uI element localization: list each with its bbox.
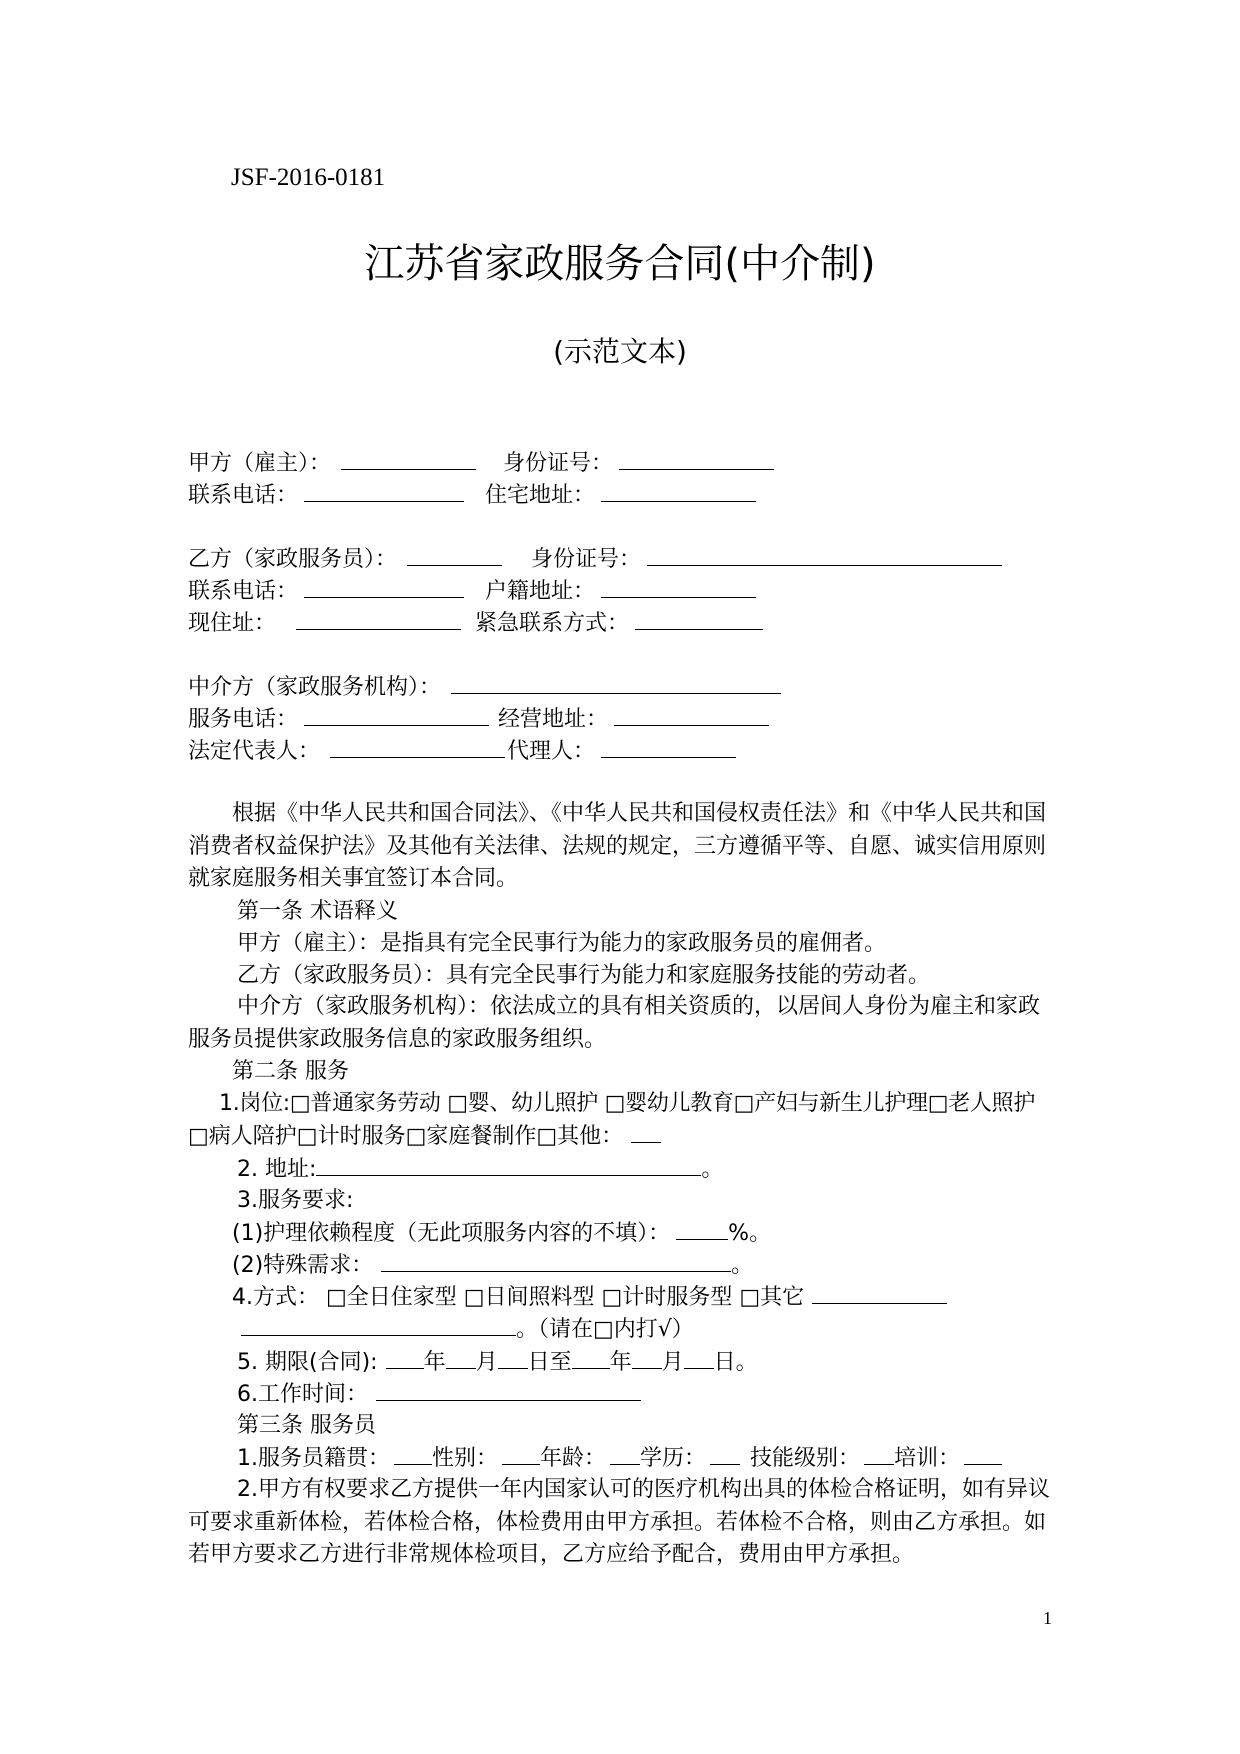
origin-label: 1.服务员籍贯： [237, 1446, 390, 1471]
agency-agent-blank[interactable] [601, 735, 736, 758]
article-2-post-line2-text: □病人陪护□计时服务□家庭餐制作□其他： [188, 1124, 624, 1149]
article-1-clause-c: 中介方（家政服务机构）：依法成立的具有相关资质的，以居间人身份为雇主和家政服务员提供家政服务信息的家政服务组织。 [188, 994, 1041, 1052]
document-code: JSF-2016-0181 [231, 164, 386, 191]
party-a-address-field [485, 479, 756, 512]
term-end-label: 日。 [713, 1350, 758, 1375]
party-b-hukou-field [485, 575, 756, 608]
skill-level-label: 技能级别： [750, 1446, 861, 1471]
page-number: 1 [1043, 1608, 1052, 1628]
article-2-special-field [232, 1249, 753, 1282]
term-end-month-blank[interactable] [632, 1346, 662, 1369]
agency-phone-label: 服务电话： [188, 707, 299, 732]
agency-name-blank[interactable] [451, 671, 781, 694]
party-b-id-field [531, 543, 1002, 576]
party-a-name-blank[interactable] [341, 447, 476, 470]
article-2-address-label: 2. 地址: [237, 1157, 317, 1182]
article-3-clause-2: 2.甲方有权要求乙方提供一年内国家认可的医疗机构出具的体检合格证明，如有异议可要求重新体检，若体检合格，体检费用由甲方承担。若体检不合格，则由乙方承担。如若甲方要求乙方进行非常规体检项目，乙方应给予配合，费用由甲方承担。 [188, 1477, 1050, 1567]
article-2-mode-end: 。（请在□内打√） [516, 1317, 694, 1342]
article-1-heading: 第一条 术语释义 [237, 899, 398, 924]
agency-phone-blank[interactable] [304, 703, 489, 726]
article-2-address-end: 。 [701, 1157, 724, 1182]
agency-name-field [188, 671, 781, 704]
party-b-phone-label: 联系电话： [188, 579, 299, 604]
party-a-phone-blank[interactable] [304, 479, 464, 502]
term-start-month-blank[interactable] [446, 1346, 476, 1369]
article-2-term-field [237, 1346, 758, 1379]
agency-address-label: 经营地址： [498, 707, 609, 732]
preamble-paragraph: 根据《中华人民共和国合同法》、《中华人民共和国侵权责任法》和《中华人民共和国消费者权益保护法》及其他有关法律、法规的规定，三方遵循平等、自愿、诚实信用原则就家庭服务相关事宜签订本合同。 [188, 801, 1047, 891]
working-hours-blank[interactable] [376, 1378, 641, 1401]
education-label: 学历： [640, 1446, 707, 1471]
mode-other-blank-2[interactable] [241, 1313, 516, 1336]
term-year-label: 年 [423, 1350, 446, 1375]
special-needs-blank[interactable] [381, 1249, 731, 1272]
party-a-address-label: 住宅地址： [485, 483, 596, 508]
party-b-name-field [188, 543, 502, 576]
article-2-heading: 第二条 服务 [232, 1059, 349, 1084]
training-blank[interactable] [964, 1442, 1002, 1465]
article-1-clause-b: 乙方（家政服务员）：具有完全民事行为能力和家庭服务技能的劳动者。 [237, 963, 931, 988]
agency-rep-field [188, 735, 505, 768]
dependency-blank[interactable] [676, 1217, 728, 1240]
training-label: 培训： [894, 1446, 961, 1471]
party-b-id-blank[interactable] [647, 543, 1002, 566]
article-2-address-field [237, 1153, 723, 1186]
document-title: 江苏省家政服务合同(中介制) [364, 241, 876, 287]
article-2-special-end: 。 [731, 1253, 754, 1278]
term-start-year-blank[interactable] [386, 1346, 424, 1369]
party-b-emergency-label: 紧急联系方式： [475, 611, 630, 636]
agency-rep-blank[interactable] [330, 735, 505, 758]
party-b-phone-field [188, 575, 464, 608]
post-other-blank[interactable] [631, 1120, 661, 1143]
party-a-name-label: 甲方（雇主）： [188, 451, 332, 476]
party-a-name-field [188, 447, 476, 480]
term-prefix: 5. 期限(合同): [237, 1350, 378, 1375]
article-2-dependency-field [232, 1217, 771, 1250]
party-b-id-label: 身份证号： [531, 547, 642, 572]
term-day-to-label: 日至 [527, 1350, 572, 1375]
party-a-id-label: 身份证号： [503, 451, 614, 476]
term-month2-label: 月 [661, 1350, 684, 1375]
term-start-day-blank[interactable] [498, 1346, 528, 1369]
article-2-mode-line1 [232, 1281, 947, 1314]
party-b-residence-blank[interactable] [296, 607, 461, 630]
article-2-special-label: (2)特殊需求： [232, 1253, 374, 1278]
agency-rep-label: 法定代表人： [188, 739, 321, 764]
agency-agent-label: 代理人： [507, 739, 596, 764]
party-a-id-field [503, 447, 774, 480]
party-a-id-blank[interactable] [619, 447, 774, 470]
article-1-clause-a: 甲方（雇主）：是指具有完全民事行为能力的家政服务员的雇佣者。 [237, 931, 887, 956]
agency-phone-field [188, 703, 489, 736]
article-2-hours-field [237, 1378, 641, 1411]
party-b-hukou-label: 户籍地址： [485, 579, 596, 604]
gender-label: 性别： [432, 1446, 499, 1471]
party-b-emergency-field [475, 607, 763, 640]
party-b-residence-label: 现住址： [188, 611, 277, 636]
article-2-mode-text: 4.方式： □全日住家型 □日间照料型 □计时服务型 □其它 [232, 1285, 805, 1310]
article-2-hours-label: 6.工作时间： [237, 1382, 368, 1407]
article-3-heading: 第三条 服务员 [237, 1413, 376, 1438]
party-b-emergency-blank[interactable] [635, 607, 763, 630]
gender-blank[interactable] [502, 1442, 540, 1465]
article-3-line1 [237, 1442, 1002, 1475]
agency-address-blank[interactable] [614, 703, 769, 726]
age-blank[interactable] [610, 1442, 640, 1465]
article-2-requirements-label: 3.服务要求: [237, 1188, 354, 1213]
service-address-blank[interactable] [316, 1153, 701, 1176]
party-a-phone-label: 联系电话： [188, 483, 299, 508]
party-b-name-label: 乙方（家政服务员）： [188, 547, 398, 572]
education-blank[interactable] [710, 1442, 740, 1465]
agency-address-field [498, 703, 769, 736]
party-b-hukou-blank[interactable] [601, 575, 756, 598]
party-b-phone-blank[interactable] [304, 575, 464, 598]
age-label: 年龄： [540, 1446, 607, 1471]
article-2-dependency-end: %。 [728, 1221, 772, 1246]
document-subtitle: (示范文本) [553, 335, 687, 368]
article-2-mode-line2 [241, 1313, 694, 1346]
mode-other-blank[interactable] [812, 1281, 947, 1304]
party-a-phone-field [188, 479, 464, 512]
term-end-day-blank[interactable] [684, 1346, 714, 1369]
term-year2-label: 年 [609, 1350, 632, 1375]
party-b-name-blank[interactable] [407, 543, 502, 566]
term-end-year-blank[interactable] [572, 1346, 610, 1369]
agency-name-label: 中介方（家政服务机构）： [188, 675, 442, 700]
article-2-post-line2 [188, 1120, 661, 1153]
party-a-address-blank[interactable] [601, 479, 756, 502]
origin-blank[interactable] [394, 1442, 432, 1465]
term-month-label: 月 [475, 1350, 498, 1375]
skill-level-blank[interactable] [864, 1442, 894, 1465]
agency-agent-field [507, 735, 736, 768]
article-2-post-line1: 1.岗位:□普通家务劳动 □婴、幼儿照护 □婴幼儿教育□产妇与新生儿护理□老人照护 [219, 1091, 1036, 1116]
party-b-residence-field [188, 607, 461, 640]
article-2-dependency-label: (1)护理依赖程度（无此项服务内容的不填）： [232, 1221, 671, 1246]
